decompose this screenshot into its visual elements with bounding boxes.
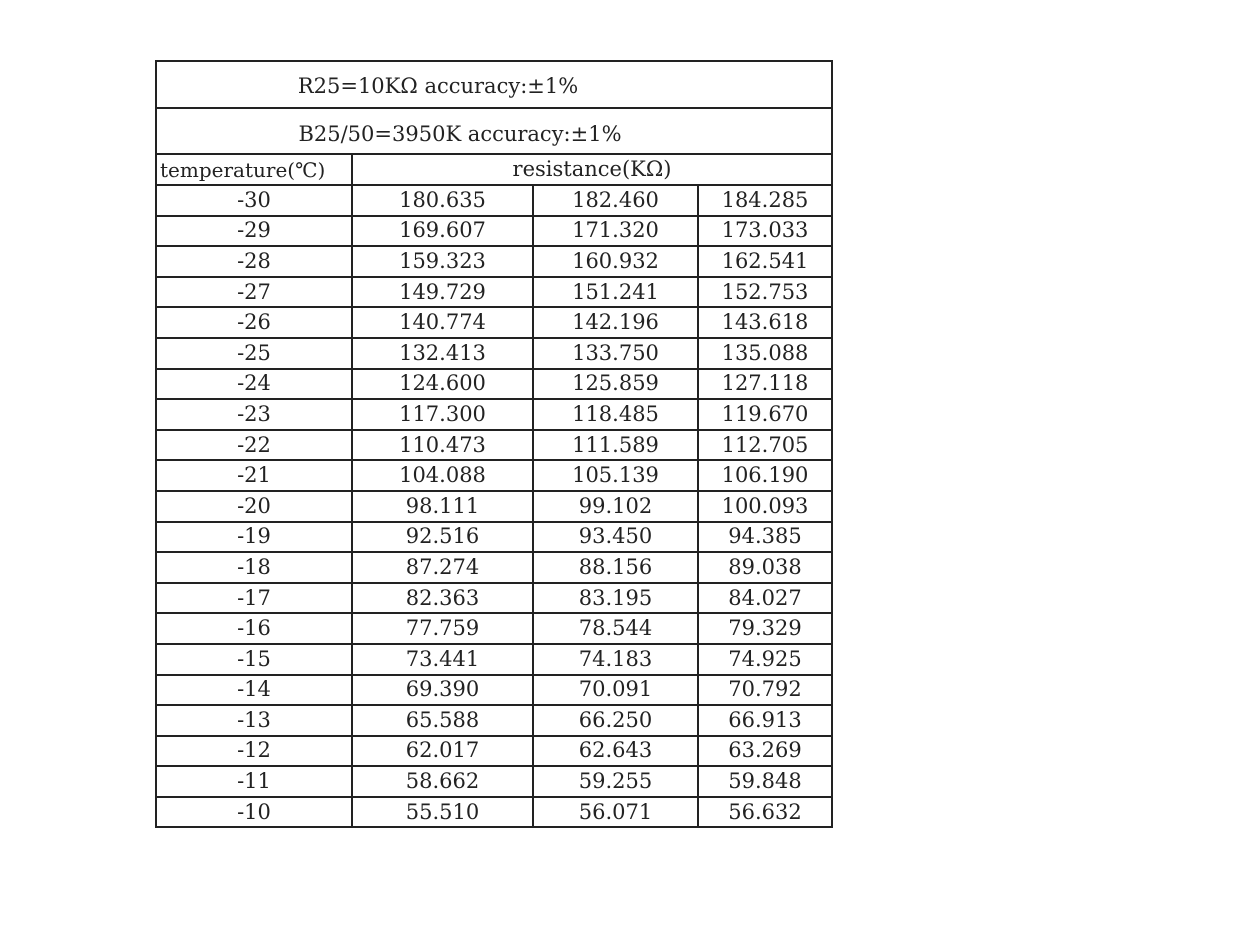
resistance-min-cell: 92.516 <box>352 522 533 553</box>
table-row <box>156 675 832 706</box>
resistance-max-cell: 84.027 <box>698 583 832 614</box>
temperature-cell: -13 <box>156 705 352 736</box>
resistance-max-cell: 79.329 <box>698 613 832 644</box>
resistance-max-cell: 66.913 <box>698 705 832 736</box>
resistance-max-cell: 143.618 <box>698 307 832 338</box>
table-row <box>156 736 832 767</box>
table-row <box>156 277 832 308</box>
resistance-min-cell: 110.473 <box>352 430 533 461</box>
table-row <box>156 338 832 369</box>
table-row <box>156 583 832 614</box>
resistance-nominal-cell: 182.460 <box>533 185 698 216</box>
header-resistance: resistance(KΩ) <box>352 154 832 185</box>
resistance-max-cell: 74.925 <box>698 644 832 675</box>
temperature-cell: -21 <box>156 460 352 491</box>
resistance-max-cell: 89.038 <box>698 552 832 583</box>
temperature-cell: -25 <box>156 338 352 369</box>
table-row <box>156 766 832 797</box>
table-row <box>156 216 832 247</box>
temperature-cell: -22 <box>156 430 352 461</box>
resistance-max-cell: 162.541 <box>698 246 832 277</box>
title-cell-b-value <box>156 108 832 154</box>
resistance-min-cell: 87.274 <box>352 552 533 583</box>
resistance-nominal-cell: 70.091 <box>533 675 698 706</box>
resistance-nominal-cell: 74.183 <box>533 644 698 675</box>
resistance-max-cell: 94.385 <box>698 522 832 553</box>
resistance-min-cell: 180.635 <box>352 185 533 216</box>
table-row <box>156 246 832 277</box>
table-row <box>156 705 832 736</box>
resistance-min-cell: 82.363 <box>352 583 533 614</box>
resistance-min-cell: 124.600 <box>352 369 533 400</box>
resistance-min-cell: 77.759 <box>352 613 533 644</box>
resistance-min-cell: 149.729 <box>352 277 533 308</box>
resistance-min-cell: 98.111 <box>352 491 533 522</box>
resistance-max-cell: 112.705 <box>698 430 832 461</box>
resistance-min-cell: 169.607 <box>352 216 533 247</box>
title-cell-r25 <box>156 61 832 108</box>
resistance-min-cell: 104.088 <box>352 460 533 491</box>
title-b-value-accuracy: B25/50=3950K accuracy:±1% <box>298 121 622 146</box>
resistance-min-cell: 55.510 <box>352 797 533 828</box>
title-row-b-value <box>156 108 832 154</box>
resistance-nominal-cell: 62.643 <box>533 736 698 767</box>
table-row <box>156 399 832 430</box>
temperature-cell: -12 <box>156 736 352 767</box>
resistance-nominal-cell: 93.450 <box>533 522 698 553</box>
temperature-cell: -10 <box>156 797 352 828</box>
resistance-temperature-table <box>155 60 833 828</box>
table-row <box>156 430 832 461</box>
table-row <box>156 460 832 491</box>
temperature-cell: -27 <box>156 277 352 308</box>
resistance-max-cell: 106.190 <box>698 460 832 491</box>
temperature-cell: -11 <box>156 766 352 797</box>
table-row <box>156 491 832 522</box>
table-row <box>156 307 832 338</box>
resistance-max-cell: 100.093 <box>698 491 832 522</box>
table-row <box>156 522 832 553</box>
temperature-cell: -24 <box>156 369 352 400</box>
resistance-nominal-cell: 66.250 <box>533 705 698 736</box>
temperature-cell: -30 <box>156 185 352 216</box>
resistance-nominal-cell: 111.589 <box>533 430 698 461</box>
resistance-nominal-cell: 88.156 <box>533 552 698 583</box>
resistance-nominal-cell: 160.932 <box>533 246 698 277</box>
resistance-nominal-cell: 151.241 <box>533 277 698 308</box>
table-row <box>156 797 832 828</box>
temperature-cell: -19 <box>156 522 352 553</box>
table-row <box>156 185 832 216</box>
resistance-nominal-cell: 105.139 <box>533 460 698 491</box>
resistance-min-cell: 159.323 <box>352 246 533 277</box>
resistance-max-cell: 119.670 <box>698 399 832 430</box>
table-row <box>156 369 832 400</box>
resistance-min-cell: 132.413 <box>352 338 533 369</box>
title-row-r25 <box>156 61 832 108</box>
resistance-min-cell: 65.588 <box>352 705 533 736</box>
temperature-cell: -26 <box>156 307 352 338</box>
resistance-min-cell: 73.441 <box>352 644 533 675</box>
resistance-min-cell: 69.390 <box>352 675 533 706</box>
temperature-cell: -20 <box>156 491 352 522</box>
resistance-table-container <box>155 60 831 828</box>
resistance-max-cell: 70.792 <box>698 675 832 706</box>
resistance-nominal-cell: 133.750 <box>533 338 698 369</box>
resistance-nominal-cell: 56.071 <box>533 797 698 828</box>
resistance-nominal-cell: 171.320 <box>533 216 698 247</box>
resistance-max-cell: 184.285 <box>698 185 832 216</box>
resistance-max-cell: 152.753 <box>698 277 832 308</box>
resistance-max-cell: 59.848 <box>698 766 832 797</box>
table-row <box>156 613 832 644</box>
title-r25-accuracy: R25=10KΩ accuracy:±1% <box>297 74 579 98</box>
temperature-cell: -18 <box>156 552 352 583</box>
resistance-nominal-cell: 142.196 <box>533 307 698 338</box>
resistance-min-cell: 140.774 <box>352 307 533 338</box>
resistance-nominal-cell: 99.102 <box>533 491 698 522</box>
resistance-max-cell: 56.632 <box>698 797 832 828</box>
resistance-max-cell: 135.088 <box>698 338 832 369</box>
resistance-nominal-cell: 118.485 <box>533 399 698 430</box>
resistance-max-cell: 127.118 <box>698 369 832 400</box>
temperature-cell: -29 <box>156 216 352 247</box>
table-row <box>156 552 832 583</box>
header-temperature: temperature(℃) <box>156 154 352 185</box>
resistance-nominal-cell: 59.255 <box>533 766 698 797</box>
temperature-cell: -23 <box>156 399 352 430</box>
resistance-min-cell: 62.017 <box>352 736 533 767</box>
resistance-max-cell: 173.033 <box>698 216 832 247</box>
resistance-nominal-cell: 83.195 <box>533 583 698 614</box>
resistance-min-cell: 117.300 <box>352 399 533 430</box>
resistance-nominal-cell: 78.544 <box>533 613 698 644</box>
temperature-cell: -15 <box>156 644 352 675</box>
resistance-min-cell: 58.662 <box>352 766 533 797</box>
table-row <box>156 644 832 675</box>
header-row <box>156 154 832 185</box>
resistance-max-cell: 63.269 <box>698 736 832 767</box>
temperature-cell: -28 <box>156 246 352 277</box>
temperature-cell: -16 <box>156 613 352 644</box>
temperature-cell: -17 <box>156 583 352 614</box>
temperature-cell: -14 <box>156 675 352 706</box>
resistance-nominal-cell: 125.859 <box>533 369 698 400</box>
